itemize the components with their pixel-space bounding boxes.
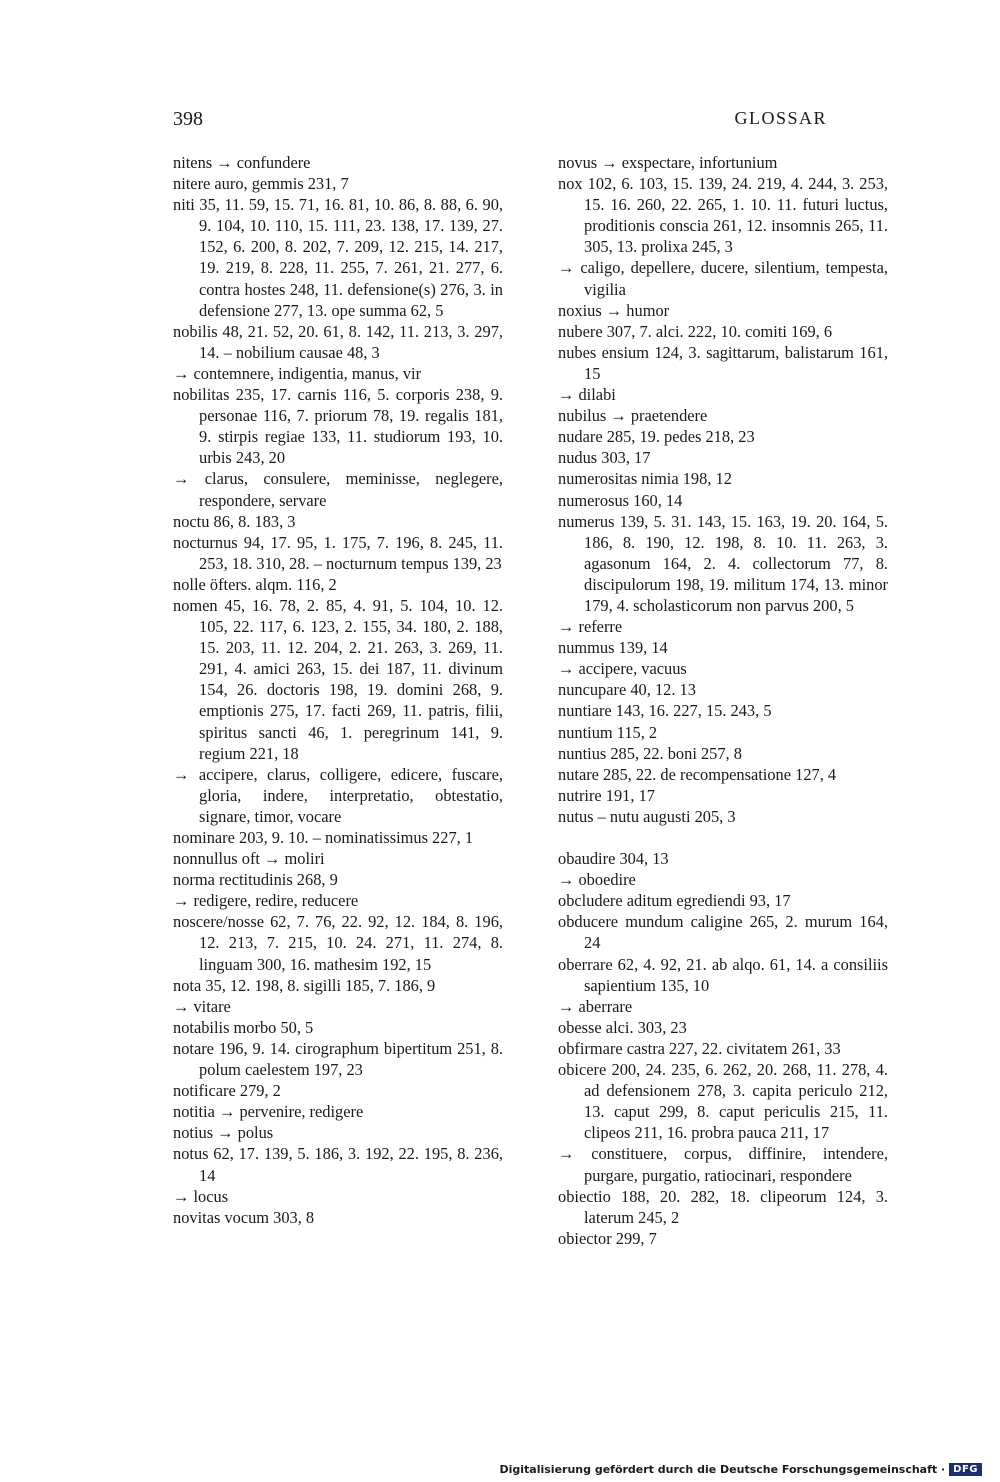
glossary-entry	[558, 490, 888, 511]
entry-text: obaudire 304, 13	[558, 849, 669, 869]
glossary-entry	[173, 1017, 503, 1038]
cross-reference: → oboedire	[558, 870, 636, 890]
entry-text: nutare 285, 22. de recompensatione 127, 4	[558, 764, 837, 784]
entry-text: notabilis morbo 50, 5	[173, 1017, 314, 1037]
glossary-entry	[558, 764, 888, 785]
entry-text: noscere/nosse 62, 7. 76, 22. 92, 12. 184, 8. 196, 12. 213, 7. 215, 10. 24. 271, 11. 274, 8. linguam 300, 16. mathesim 192, 15	[173, 912, 503, 974]
glossary-entry	[558, 300, 888, 321]
entry-text: notius → polus	[173, 1123, 274, 1143]
entry-text: numerus 139, 5. 31. 143, 15. 163, 19. 20. 164, 5. 186, 8. 190, 12. 198, 8. 10. 11. 263, 3. agasonum 164, 2. 4. collectorum 77, 8. discipulorum 198, 19. militum 174, 13. minor 179, 4. scholasticorum non parvus 200, 5	[558, 511, 888, 615]
glossary-entry	[173, 152, 503, 173]
entry-text: obicere 200, 24. 235, 6. 262, 20. 268, 11. 278, 4. ad defensionem 278, 3. capita periculo 212, 13. caput 299, 8. caput periculis 215, 11. clipeos 211, 16. probra pauca 211, 17	[558, 1060, 888, 1143]
dfg-logo: DFG	[949, 1463, 982, 1476]
glossary-entry	[173, 1101, 503, 1122]
glossary-entry	[558, 1038, 888, 1059]
entry-text: nolle öfters. alqm. 116, 2	[173, 574, 337, 594]
glossary-entry	[558, 911, 888, 953]
entry-text: nubilus → praetendere	[558, 406, 708, 426]
cross-reference: → vitare	[173, 996, 231, 1016]
glossary-entry	[173, 1207, 503, 1228]
cross-reference: → referre	[558, 617, 623, 637]
glossary-entry	[173, 975, 503, 1017]
entry-text: notare 196, 9. 14. cirographum bipertitum 251, 8. polum caelestem 197, 23	[173, 1038, 503, 1080]
glossary-entry	[558, 743, 888, 764]
glossary-entry	[173, 384, 503, 511]
cross-reference: → clarus, consulere, meminisse, neglegere, respondere, servare	[173, 469, 503, 510]
glossary-entry	[558, 679, 888, 700]
footer-text: Digitalisierung gefördert durch die Deutsche Forschungsgemeinschaft ·	[499, 1463, 946, 1476]
entry-text: nominare 203, 9. 10. – nominatissimus 227, 1	[173, 828, 474, 847]
entry-text: norma rectitudinis 268, 9	[173, 870, 338, 890]
entry-text: novus → exspectare, infortunium	[558, 153, 778, 172]
glossary-entry	[173, 1080, 503, 1101]
glossary-entry	[173, 1143, 503, 1206]
entry-text: nobilitas 235, 17. carnis 116, 5. corporis 238, 9. personae 116, 7. priorum 78, 19. regalis 181, 9. stirpis regiae 133, 11. studiorum 193, 10. urbis 243, 20	[173, 385, 503, 468]
entry-text: nuntius 285, 22. boni 257, 8	[558, 743, 742, 763]
glossary-entry	[558, 890, 888, 911]
glossary-entry	[558, 637, 888, 679]
entry-text: obcludere aditum egrediendi 93, 17	[558, 891, 791, 911]
entry-text: nubere 307, 7. alci. 222, 10. comiti 169, 6	[558, 321, 833, 341]
glossary-entry	[173, 574, 503, 595]
glossary-column-right	[558, 152, 888, 1249]
glossary-entry	[558, 848, 888, 890]
running-title: GLOSSAR	[734, 108, 827, 128]
cross-reference: → redigere, redire, reducere	[173, 891, 359, 911]
glossary-entry	[558, 321, 888, 342]
glossary-entry	[558, 1228, 888, 1249]
cross-reference: → constituere, corpus, diffinire, intendere, purgare, purgatio, ratiocinari, respondere	[558, 1144, 888, 1185]
entry-text: notus 62, 17. 139, 5. 186, 3. 192, 22. 195, 8. 236, 14	[173, 1144, 503, 1185]
entry-text: niti 35, 11. 59, 15. 71, 16. 81, 10. 86, 8. 88, 6. 90, 9. 104, 10. 110, 15. 111, 23. 138, 17. 139, 27. 152, 6. 200, 8. 202, 7. 209, 12. 215, 14. 217, 19. 219, 8. 228, 11. 255, 7. 261, 21. 277, 6. contra hostes 248, 11. defensione(s) 276, 3. in defensione 277, 13. ope summa 62, 5	[173, 195, 503, 320]
glossary-entry	[173, 595, 503, 827]
entry-text: novitas vocum 303, 8	[173, 1207, 315, 1227]
entry-text: notificare 279, 2	[173, 1081, 281, 1101]
entry-text: oberrare 62, 4. 92, 21. ab alqo. 61, 14. a consiliis sapientium 135, 10	[558, 954, 888, 995]
cross-reference: → aberrare	[558, 996, 633, 1016]
entry-text: nota 35, 12. 198, 8. sigilli 185, 7. 186, 9	[173, 975, 436, 995]
entry-text: nitere auro, gemmis 231, 7	[173, 174, 349, 194]
entry-text: obfirmare castra 227, 22. civitatem 261, 33	[558, 1038, 841, 1058]
entry-text: notitia → pervenire, redigere	[173, 1102, 364, 1122]
entry-text: nummus 139, 14	[558, 638, 668, 658]
entry-text: nutrire 191, 17	[558, 785, 655, 805]
footer-credit	[499, 1463, 982, 1476]
glossary-entry	[558, 806, 888, 827]
cross-reference: → accipere, clarus, colligere, edicere, fuscare, gloria, indere, interpretatio, obtestatio, signare, timor, vocare	[173, 764, 503, 826]
glossary-column-left	[173, 152, 503, 1228]
entry-text: obiectio 188, 20. 282, 18. clipeorum 124, 3. laterum 245, 2	[558, 1186, 888, 1227]
glossary-entry	[173, 848, 503, 869]
glossary-entry	[558, 700, 888, 721]
entry-text: obesse alci. 303, 23	[558, 1017, 687, 1037]
glossary-entry	[173, 194, 503, 321]
glossary-entry	[558, 785, 888, 806]
cross-reference: → caligo, depellere, ducere, silentium, tempesta, vigilia	[558, 258, 888, 299]
glossary-entry	[558, 152, 888, 173]
entry-text: nonnullus oft → moliri	[173, 849, 325, 869]
entry-text: nomen 45, 16. 78, 2. 85, 4. 91, 5. 104, 10. 12. 105, 22. 117, 6. 123, 2. 155, 34. 180, 2. 188, 15. 203, 11. 12. 204, 2. 21. 263, 3. 269, 11. 291, 4. amici 263, 15. dei 187, 11. divinum 154, 26. doctoris 198, 19. domini 268, 9. emptionis 275, 17. facti 269, 11. patris, filii, spiritus sancti 46, 1. peregrinum 141, 9. regium 221, 18	[173, 595, 503, 763]
glossary-entry	[173, 911, 503, 974]
entry-text: nuntiare 143, 16. 227, 15. 243, 5	[558, 701, 772, 721]
glossary-entry	[558, 468, 888, 489]
glossary-entry	[558, 511, 888, 638]
glossary-entry	[558, 342, 888, 405]
glossary-entry	[558, 1059, 888, 1186]
entry-text: noctu 86, 8. 183, 3	[173, 511, 296, 531]
entry-text: numerositas nimia 198, 12	[558, 469, 732, 489]
entry-text: nuntium 115, 2	[558, 722, 658, 742]
entry-text: numerosus 160, 14	[558, 490, 683, 510]
glossary-entry	[558, 722, 888, 743]
entry-text: nocturnus 94, 17. 95, 1. 175, 7. 196, 8. 245, 11. 253, 18. 310, 28. – nocturnum tempus 139, 23	[173, 532, 503, 573]
glossary-entry	[173, 532, 503, 574]
entry-gap	[558, 827, 888, 848]
entry-text: nubes ensium 124, 3. sagittarum, balistarum 161, 15	[558, 342, 888, 383]
glossary-entry	[173, 511, 503, 532]
glossary-entry	[173, 1122, 503, 1143]
glossary-entry	[173, 321, 503, 384]
entry-text: nudus 303, 17	[558, 448, 651, 468]
entry-text: noxius → humor	[558, 300, 670, 320]
entry-text: nudare 285, 19. pedes 218, 23	[558, 427, 755, 447]
cross-reference: → locus	[173, 1186, 229, 1206]
glossary-entry	[558, 954, 888, 1017]
entry-text: nitens → confundere	[173, 153, 311, 172]
entry-text: nobilis 48, 21. 52, 20. 61, 8. 142, 11. 213, 3. 297, 14. – nobilium causae 48, 3	[173, 321, 503, 362]
entry-text: nuncupare 40, 12. 13	[558, 680, 696, 700]
glossary-entry	[558, 1017, 888, 1038]
glossary-entry	[173, 173, 503, 194]
page-header	[173, 108, 827, 134]
glossary-entry	[173, 1038, 503, 1080]
glossary-entry	[558, 1186, 888, 1228]
entry-text: nox 102, 6. 103, 15. 139, 24. 219, 4. 244, 3. 253, 15. 16. 260, 22. 265, 1. 10. 11. futuri luctus, proditionis conscia 261, 12. insomnis 265, 11. 305, 13. prolixa 245, 3	[558, 174, 888, 257]
glossary-entry	[558, 405, 888, 426]
entry-text: obducere mundum caligine 265, 2. murum 164, 24	[558, 912, 888, 953]
cross-reference: → accipere, vacuus	[558, 659, 687, 679]
entry-text: obiector 299, 7	[558, 1228, 657, 1248]
entry-text: nutus – nutu augusti 205, 3	[558, 806, 736, 826]
cross-reference: → contemnere, indigentia, manus, vir	[173, 363, 422, 383]
glossary-entry	[558, 447, 888, 468]
glossary-entry	[173, 827, 503, 848]
glossary-entry	[558, 426, 888, 447]
glossary-entry	[173, 869, 503, 911]
page-number: 398	[173, 108, 203, 130]
glossary-entry	[558, 173, 888, 300]
cross-reference: → dilabi	[558, 385, 616, 405]
